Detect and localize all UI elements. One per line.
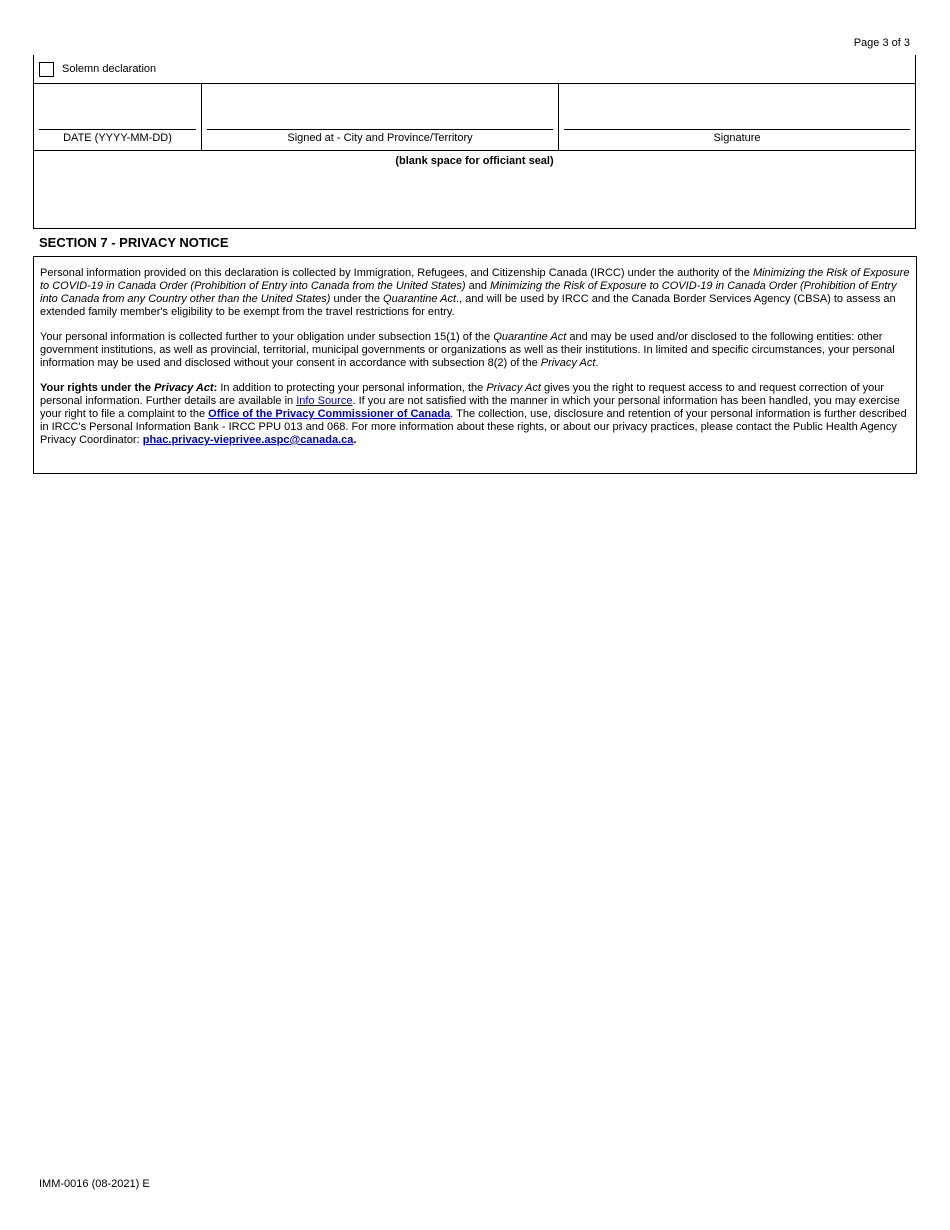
signature-row [34,83,915,151]
p3-rights-heading-colon: : [213,382,218,394]
info-source-link[interactable]: Info Source [296,395,353,407]
page-number: Page 3 of 3 [853,37,910,49]
date-line [39,129,196,130]
date-field[interactable] [34,83,202,150]
p1-order-other: Minimizing the Risk of Exposure to COVID-19 in Canada Order (Prohibition of Entry into Canada from any Country other than the United States) [40,280,897,305]
p1-quarantine-act: Quarantine Act [383,293,457,305]
p1-text-3: under the [330,293,384,305]
signed-at-line [207,129,553,130]
p3-text-3: . If you are not satisfied with the manner in which your personal information has been handled, you may exercise your right to file a complaint to the [40,395,900,420]
p3-rights-heading: Your rights under the [40,382,155,394]
p2-text-3: . [595,357,599,369]
privacy-paragraph-2 [40,331,910,370]
p3-privacy-act: Privacy Act [486,382,541,394]
privacy-paragraph-1 [40,267,910,319]
p2-text-1: Your personal information is collected further to your obligation under subsection 15(1) of the [40,331,494,343]
privacy-commissioner-link[interactable]: Office of the Privacy Commissioner of Canada [208,408,451,420]
signature-line [564,129,910,130]
solemn-declaration-row [34,55,915,84]
p3-rights-heading-act: Privacy Act [154,382,214,394]
solemn-declaration-label: Solemn declaration [62,63,157,75]
p1-text-4: ., and will be used by IRCC and the Canada Border Services Agency (CBSA) to assess an extended family member's eligibility to be exempt from the travel restrictions for entry. [40,293,896,318]
signature-field[interactable] [559,83,915,150]
p3-text-4: . The collection, use, disclosure and retention of your personal information is further described in IRCC's Personal Information Bank - IRCC PPU 013 and 068. For more information about these rights, or about our privacy practices, please contact the Public Health Agency Privacy Coordinator: [40,408,907,446]
privacy-coordinator-email-link[interactable]: phac.privacy-vieprivee.aspc@canada.ca [142,434,354,446]
signed-at-caption: Signed at - City and Province/Territory [287,132,473,144]
p3-text-1: In addition to protecting your personal information, the [217,382,487,394]
p3-end: . [353,434,357,446]
officiant-seal-caption: (blank space for officiant seal) [395,155,554,167]
section-7-title: SECTION 7 - PRIVACY NOTICE [39,235,229,250]
solemn-declaration-block [33,55,916,229]
p1-order-usa: Minimizing the Risk of Exposure to COVID-19 in Canada Order (Prohibition of Entry into Canada from the United States) [40,267,910,292]
privacy-notice-box [33,256,917,474]
p1-text-2: and [465,280,491,292]
p2-quarantine-act: Quarantine Act [493,331,567,343]
p2-privacy-act: Privacy Act [540,357,596,369]
date-caption: DATE (YYYY-MM-DD) [63,132,172,144]
signature-caption: Signature [713,132,761,144]
p1-text-1: Personal information provided on this declaration is collected by Immigration, Refugees, and Citizenship Canada (IRCC) under the authority of the [40,267,753,279]
p3-text-2: gives you the right to request access to and request correction of your personal information. Further details are available in [40,382,884,407]
privacy-paragraph-3 [40,382,910,447]
solemn-declaration-checkbox[interactable] [39,62,54,77]
p2-text-2: and may be used and/or disclosed to the following entities: other government institutions, as well as provincial, territorial, municipal governments or organizations as well as their institutions. In limited and specific circumstances, your personal information may be used and disclosed without your consent in accordance with subsection 8(2) of the [40,331,895,369]
form-number: IMM-0016 (08-2021) E [39,1178,150,1190]
signed-at-field[interactable] [202,83,559,150]
